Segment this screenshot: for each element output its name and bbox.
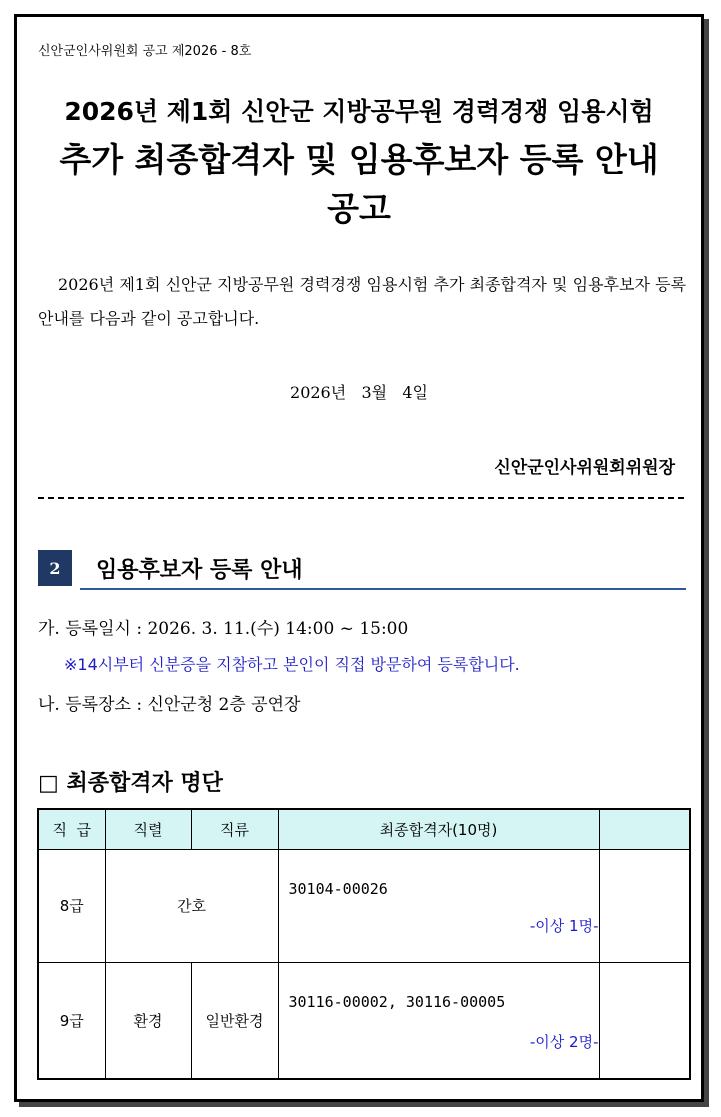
passer-numbers: 30104-00026: [288, 879, 388, 898]
notice-number: 신안군인사위원회 공고 제2026 - 8호: [38, 44, 252, 59]
table-row: [38, 962, 690, 1079]
table-header-row: [38, 809, 690, 849]
row-passers: [278, 849, 599, 962]
passer-count: -이상 2명-: [529, 1033, 599, 1051]
dashed-divider: [38, 497, 684, 499]
table-row: [38, 849, 690, 962]
header-series: 직렬: [105, 809, 191, 849]
title-line-1: 2026년 제1회 신안군 지방공무원 경력경쟁 임용시험: [64, 97, 654, 126]
issuer-name: 신안군인사위원회위원장: [494, 458, 675, 478]
announcement-body: 2026년 제1회 신안군 지방공무원 경력경쟁 임용시험 추가 최종합격자 및 임용후보자 등록 안내를 다음과 같이 공고합니다.: [38, 275, 686, 328]
row-passers: [278, 962, 599, 1079]
section-title: 임용후보자 등록 안내: [96, 558, 303, 583]
registration-note: ※14시부터 신분증을 지참하고 본인이 직접 방문하여 등록합니다.: [64, 655, 520, 674]
title-line-2: 추가 최종합격자 및 임용후보자 등록 안내: [59, 140, 659, 179]
announcement-date: 2026년 3월 4일: [290, 383, 428, 402]
section-underline: [80, 588, 686, 590]
passer-numbers: 30116-00002, 30116-00005: [288, 992, 506, 1011]
row-grade: 9급: [38, 962, 105, 1079]
header-remarks: [599, 809, 690, 849]
row-series: 간호: [105, 849, 278, 962]
registration-datetime: 가. 등록일시 : 2026. 3. 11.(수) 14:00 ~ 15:00: [38, 619, 409, 639]
header-passers: 최종합격자(10명): [278, 809, 599, 849]
row-remarks: [599, 962, 690, 1079]
header-category: 직류: [191, 809, 278, 849]
header-grade: 직 급: [38, 809, 105, 849]
row-grade: 8급: [38, 849, 105, 962]
row-category: 일반환경: [191, 962, 278, 1079]
row-series: 환경: [105, 962, 191, 1079]
row-remarks: [599, 849, 690, 962]
final-list-title: □ 최종합격자 명단: [38, 771, 223, 796]
passer-count: -이상 1명-: [529, 916, 599, 935]
title-line-3: 공고: [327, 189, 391, 228]
section-number-badge: 2: [38, 550, 72, 586]
registration-place: 나. 등록장소 : 신안군청 2층 공연장: [38, 695, 301, 715]
final-list-table: [37, 808, 691, 1080]
